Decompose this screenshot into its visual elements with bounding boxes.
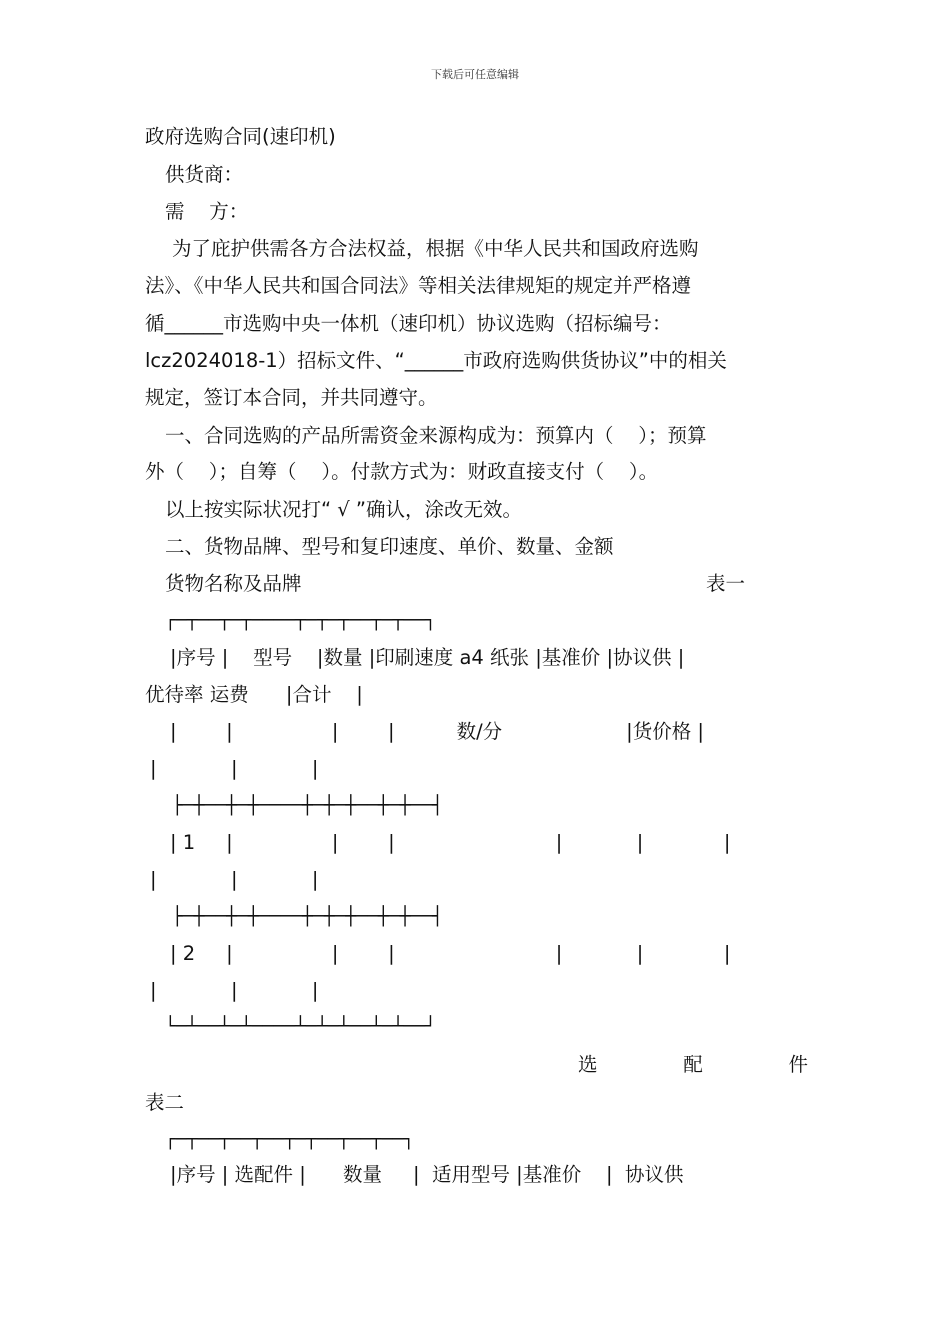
table1-row-1-cont: | | | [150,868,319,891]
table1-border-top: ┌─┬──┬─┬────┬─┬─┬──┬─┬──┐ [165,610,436,631]
header-note: 下载后可任意编辑 [431,68,519,81]
table1-row-header2: | | | | 数/分 |货价格 | [170,720,704,743]
buyer-line: 需 方： [165,200,249,223]
caption-char: 选 [578,1053,598,1076]
para2-line: 外（ ）；自筹（ ）。付款方式为：财政直接支付（ ）。 [145,460,659,483]
table2-caption [578,1052,808,1078]
para1-line: lcz2024018-1）招标文件、“______市政府选购供货协议”中的相关 [145,349,727,372]
table2-caption-label: 表二 [145,1091,185,1114]
caption-char: 配 [683,1053,703,1076]
table1-row-2: | 2 | | | | | | [170,942,731,965]
table1-border-bottom: └─┴──┴─┴────┴─┴─┴──┴─┴──┘ [165,1016,436,1037]
table1-row-header2-cont: | | | [150,757,319,780]
table1-border-mid: ├─┼──┼─┼────┼─┼─┼──┼─┼──┤ [172,795,443,816]
table1-row-1: | 1 | | | | | | [170,831,731,854]
para1-line: 法》、《中华人民共和国合同法》等相关法律规矩的规定并严格遵 [145,274,692,297]
table1-caption-left: 货物名称及品牌 [165,572,302,595]
para2-line: 一、合同选购的产品所需资金来源构成为：预算内（ ）；预算 [165,424,707,447]
table1-row-2-cont: | | | [150,979,319,1002]
caption-char: 件 [788,1053,808,1076]
table1-row-header: |序号 | 型号 |数量 |印刷速度 a4 纸张 |基准价 |协议供 | [170,646,685,669]
para1-line: 规定，签订本合同，并共同遵守。 [145,386,438,409]
doc-title: 政府选购合同(速印机) [145,125,336,148]
table2-border-top: ┌─┬──┬──┬──┬─┬──┬──┬──┐ [165,1129,415,1150]
table1-row-header-cont: 优待率 运费 |合计 | [145,683,363,706]
section2-heading: 二、货物品牌、型号和复印速度、单价、数量、金额 [165,535,614,558]
para1-line: 循______市选购中央一体机（速印机）协议选购（招标编号： [145,312,672,335]
supplier-line: 供货商： [165,163,244,186]
table2-row-header: |序号 | 选配件 | 数量 | 适用型号 |基准价 | 协议供 [170,1163,684,1186]
table1-caption-right: 表一 [706,572,746,595]
para1-line: 为了庇护供需各方合法权益，根据《中华人民共和国政府选购 [172,237,699,260]
table1-border-mid: ├─┼──┼─┼────┼─┼─┼──┼─┼──┤ [172,906,443,927]
para3-line: 以上按实际状况打“ √ ”确认，涂改无效。 [165,498,523,521]
